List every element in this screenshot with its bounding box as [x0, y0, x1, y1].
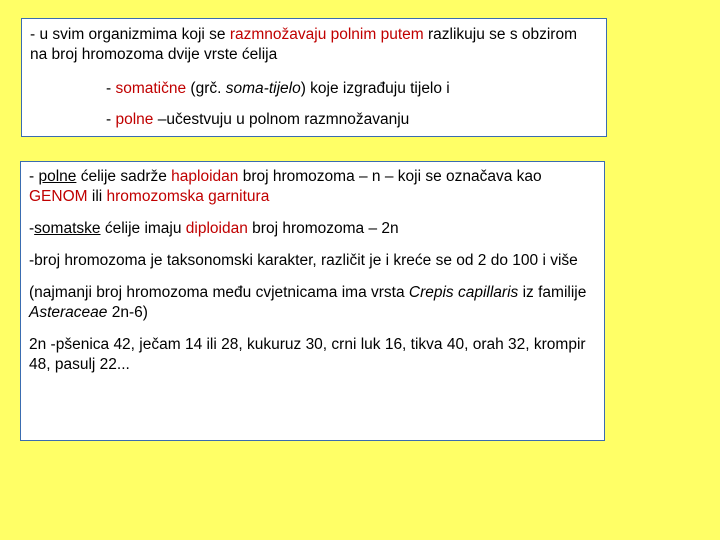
haploid-paragraph — [29, 167, 596, 207]
text-run: - — [29, 168, 39, 185]
intro-text: - u svim organizmima koji se — [30, 26, 230, 43]
family-name: Asteraceae — [29, 304, 108, 321]
text-run: iz familije — [518, 284, 587, 301]
underlined-term: polne — [38, 168, 77, 185]
bullet-text: (grč. — [186, 80, 226, 97]
text-run: ćelije sadrže — [76, 168, 172, 185]
intro-highlight: razmnožavaju polnim putem — [229, 26, 424, 43]
sex-cells-term: polne — [115, 111, 154, 128]
smallest-number-paragraph — [29, 283, 596, 323]
somatic-term: somatične — [115, 80, 187, 97]
text-run: broj hromozoma – n – koji se označava kao — [238, 168, 542, 185]
diploid-term: diploidan — [185, 220, 248, 237]
examples-paragraph: 2n -pšenica 42, ječam 14 ili 28, kukuruz 30, crni luk 16, tikva 40, orah 32, krompir 48, pasulj 22... — [29, 336, 586, 373]
intro-text-end: razlikuju se s obzirom na broj hromozoma dvije vrste ćelija — [30, 26, 577, 63]
underlined-term: somatske — [34, 220, 101, 237]
taxonomy-paragraph: -broj hromozoma je taksonomski karakter, različit je i kreće se od 2 do 100 i više — [29, 252, 578, 269]
text-run: (najmanji broj hromozoma među cvjetnicama ima vrsta — [29, 284, 409, 301]
text-run: ili — [87, 188, 107, 205]
text-run: ćelije imaju — [100, 220, 186, 237]
intro-paragraph — [30, 25, 598, 65]
bullet-somatic — [106, 79, 598, 99]
species-name: Crepis capillaris — [408, 284, 519, 301]
text-run: broj hromozoma – 2n — [247, 220, 399, 237]
diploid-paragraph — [29, 219, 596, 239]
bullet-dash: - — [106, 111, 116, 128]
bullet-sex-cells — [106, 110, 598, 130]
chromosome-set-term: hromozomska garnitura — [106, 188, 270, 205]
bullet-text-end: ) koje izgrađuju tijelo i — [300, 80, 450, 97]
haploid-term: haploidan — [171, 168, 239, 185]
greek-etymology: soma-tijelo — [225, 80, 301, 97]
text-run: - — [29, 220, 35, 237]
intro-text-box — [21, 18, 607, 137]
text-run: 2n-6) — [107, 304, 148, 321]
bullet-dash: - — [106, 80, 116, 97]
genome-term: GENOM — [29, 188, 88, 205]
bullet-text: –učestvuju u polnom razmnožavanju — [153, 111, 410, 128]
details-text-box — [20, 161, 605, 441]
